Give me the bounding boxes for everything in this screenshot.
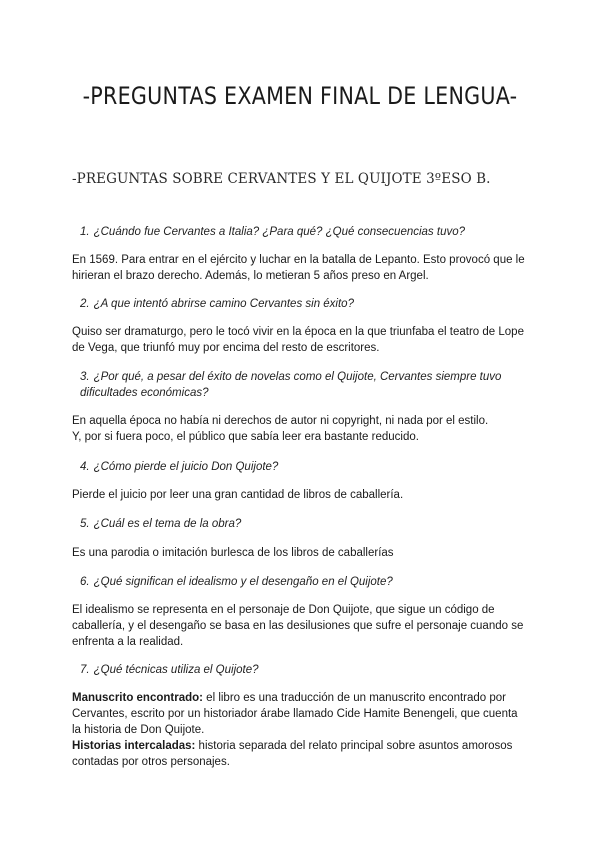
question-number: 4. <box>80 461 90 473</box>
question-5 <box>80 516 520 532</box>
question-1 <box>80 224 520 240</box>
technique-term: Manuscrito encontrado: <box>72 692 203 704</box>
question-text: ¿Cómo pierde el juicio Don Quijote? <box>93 461 279 473</box>
question-3 <box>80 369 520 401</box>
answer-7 <box>72 690 528 770</box>
answer-3 <box>72 413 528 445</box>
answer-3-line-1: En aquella época no había ni derechos de autor ni copyright, ni nada por el estilo. <box>72 415 489 427</box>
answer-4: Pierde el juicio por leer una gran cantidad de libros de caballería. <box>72 489 404 501</box>
technique-term: Historias intercaladas: <box>72 740 196 752</box>
answer-5: Es una parodia o imitación burlesca de los libros de caballerías <box>72 547 394 559</box>
question-number: 2. <box>80 298 90 310</box>
technique-description: el libro es una traducción de un manuscrito encontrado por Cervantes, escrito por un historiador árabe llamado Cide Hamite Benengeli, que cuenta la historia de Don Quijote. <box>72 692 518 736</box>
question-7 <box>80 662 520 678</box>
question-text: ¿Qué significan el idealismo y el desengaño en el Quijote? <box>93 576 393 588</box>
technique-description: historia separada del relato principal sobre asuntos amorosos contadas por otros personajes. <box>72 740 513 768</box>
question-text: ¿Qué técnicas utiliza el Quijote? <box>93 664 259 676</box>
question-number: 7. <box>80 664 90 676</box>
question-number: 1. <box>80 226 90 238</box>
technique-manuscrito <box>72 690 528 738</box>
question-text: ¿Cuál es el tema de la obra? <box>93 518 242 530</box>
question-4 <box>80 459 520 475</box>
answer-1: En 1569. Para entrar en el ejército y luchar en la batalla de Lepanto. Esto provocó que le hirieran el brazo derecho. Además, lo metieran 5 años preso en Argel. <box>72 254 525 282</box>
question-number: 6. <box>80 576 90 588</box>
page-title: -PREGUNTAS EXAMEN FINAL DE LENGUA- <box>82 82 518 110</box>
question-number: 3. <box>80 371 90 383</box>
section-subtitle: -PREGUNTAS SOBRE CERVANTES Y EL QUIJOTE 3ºESO B. <box>72 171 491 187</box>
technique-historias <box>72 738 528 770</box>
question-6 <box>80 574 520 590</box>
question-text: ¿Por qué, a pesar del éxito de novelas como el Quijote, Cervantes siempre tuvo dificultades económicas? <box>80 371 502 399</box>
question-text: ¿Cuándo fue Cervantes a Italia? ¿Para qué? ¿Qué consecuencias tuvo? <box>93 226 466 238</box>
question-text: ¿A que intentó abrirse camino Cervantes sin éxito? <box>93 298 354 310</box>
question-number: 5. <box>80 518 90 530</box>
answer-6: El idealismo se representa en el personaje de Don Quijote, que sigue un código de caballería, y el desengaño se basa en las desilusiones que sufre el personaje cuando se enfrenta a la realidad. <box>72 604 524 648</box>
answer-3-line-2: Y, por si fuera poco, el público que sabía leer era bastante reducido. <box>72 431 419 443</box>
question-2 <box>80 296 520 312</box>
answer-2: Quiso ser dramaturgo, pero le tocó vivir en la época en la que triunfaba el teatro de Lope de Vega, que triunfó muy por encima del resto de escritores. <box>72 326 524 354</box>
